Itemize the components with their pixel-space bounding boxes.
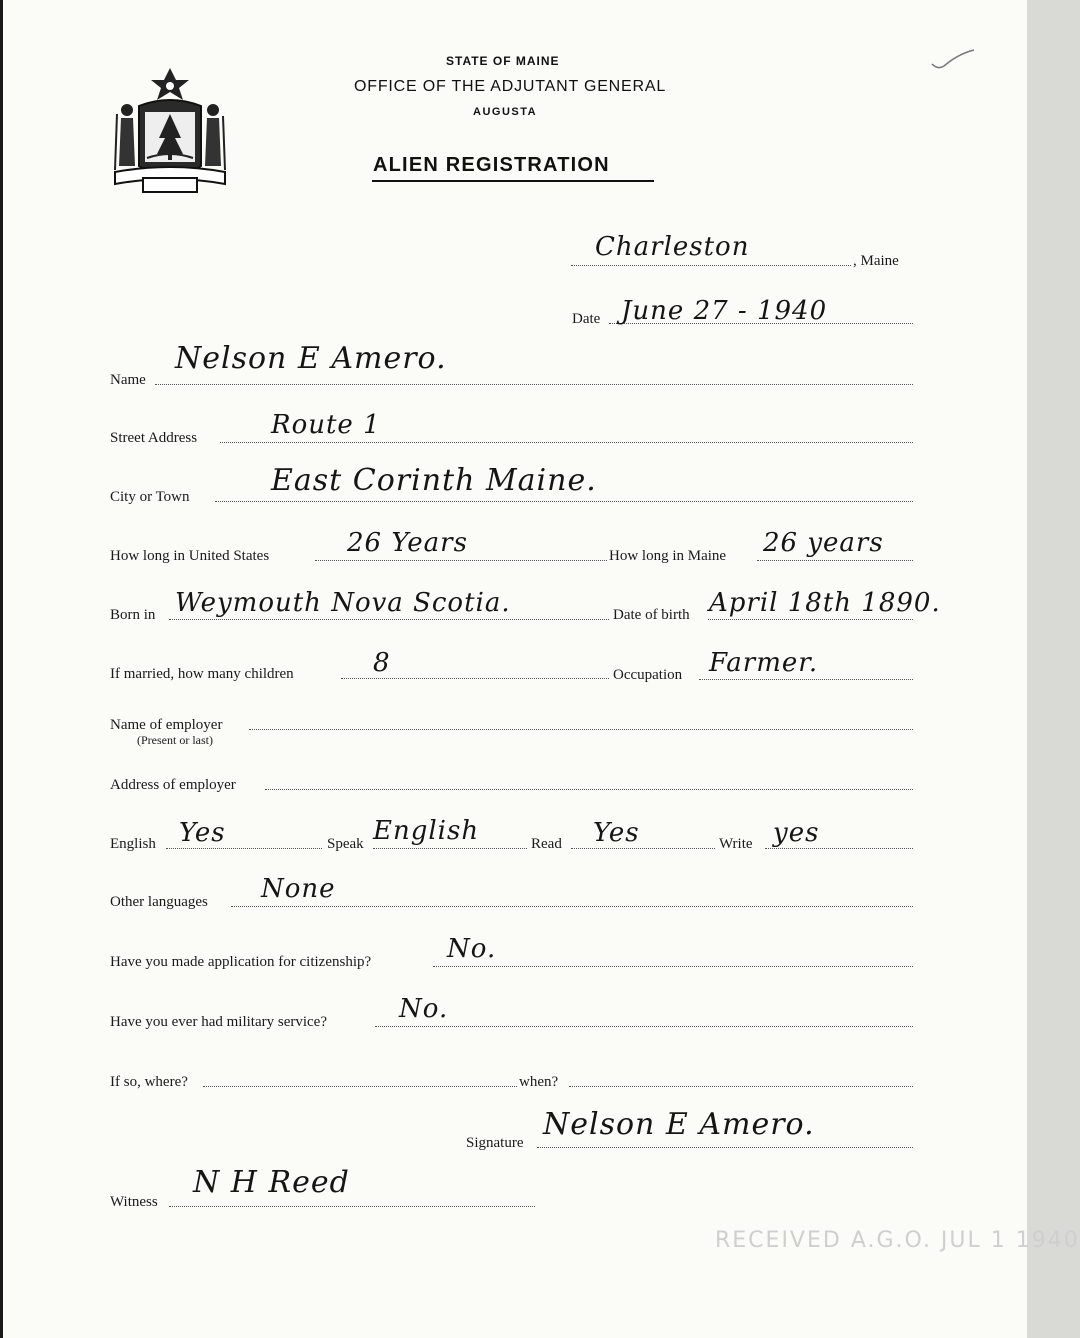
- read-value[interactable]: Yes: [593, 818, 640, 848]
- read-label: Read: [531, 836, 562, 852]
- employer-address-label: Address of employer: [110, 777, 236, 793]
- english-line: [166, 848, 322, 849]
- occupation-value[interactable]: Farmer.: [709, 648, 819, 678]
- children-line: [341, 678, 609, 679]
- received-stamp: RECEIVED A.G.O. JUL 1 1940: [715, 1228, 1080, 1253]
- witness-label: Witness: [110, 1194, 158, 1210]
- years-maine-label: How long in Maine: [609, 548, 727, 564]
- years-us-value[interactable]: 26 Years: [347, 528, 468, 558]
- english-label: English: [110, 836, 156, 852]
- employer-label: Name of employer: [110, 717, 223, 733]
- years-maine-line: [757, 560, 913, 561]
- place-suffix-label: , Maine: [853, 253, 899, 269]
- place-value[interactable]: Charleston: [595, 232, 750, 262]
- header-city: AUGUSTA: [473, 106, 538, 118]
- english-value[interactable]: Yes: [179, 818, 226, 848]
- employer-address-line: [265, 789, 913, 790]
- city-label: City or Town: [110, 489, 190, 505]
- date-value[interactable]: June 27 - 1940: [621, 296, 828, 326]
- read-line: [571, 848, 715, 849]
- date-label: Date: [572, 311, 601, 327]
- header-state: STATE OF MAINE: [446, 54, 560, 68]
- city-line: [215, 501, 913, 502]
- when-line: [569, 1086, 913, 1087]
- signature-line: [537, 1147, 913, 1148]
- form-title: ALIEN REGISTRATION: [373, 154, 610, 176]
- name-line: [155, 384, 913, 385]
- other-languages-value[interactable]: None: [261, 874, 336, 904]
- where-line: [203, 1086, 517, 1087]
- citizenship-line: [433, 966, 913, 967]
- signature-value[interactable]: Nelson E Amero.: [543, 1107, 815, 1142]
- speak-label: Speak: [327, 836, 364, 852]
- signature-label: Signature: [466, 1135, 524, 1151]
- born-in-value[interactable]: Weymouth Nova Scotia.: [175, 588, 511, 618]
- name-value[interactable]: Nelson E Amero.: [175, 341, 447, 376]
- speak-value[interactable]: English: [373, 816, 480, 846]
- witness-value[interactable]: N H Reed: [193, 1165, 350, 1200]
- employer-line: [249, 729, 913, 730]
- citizenship-label: Have you made application for citizenship?: [110, 954, 372, 970]
- state-seal-icon: [111, 66, 229, 196]
- header-office: OFFICE OF THE ADJUTANT GENERAL: [354, 78, 667, 95]
- name-label: Name: [110, 372, 146, 388]
- street-line: [220, 442, 913, 443]
- city-value[interactable]: East Corinth Maine.: [271, 463, 597, 498]
- street-label: Street Address: [110, 430, 198, 446]
- write-value[interactable]: yes: [773, 818, 820, 848]
- years-us-label: How long in United States: [110, 548, 270, 564]
- employer-sublabel: (Present or last): [137, 733, 213, 747]
- write-line: [765, 848, 913, 849]
- other-languages-line: [231, 906, 913, 907]
- where-label: If so, where?: [110, 1074, 188, 1090]
- dob-value[interactable]: April 18th 1890.: [709, 588, 941, 618]
- place-line: [571, 265, 851, 266]
- other-languages-label: Other languages: [110, 894, 208, 910]
- street-value[interactable]: Route 1: [271, 410, 381, 440]
- check-mark-icon: [928, 46, 978, 76]
- occupation-label: Occupation: [613, 667, 683, 683]
- military-value[interactable]: No.: [399, 994, 449, 1024]
- years-us-line: [315, 560, 607, 561]
- military-label: Have you ever had military service?: [110, 1014, 327, 1030]
- occupation-line: [699, 679, 913, 680]
- dob-label: Date of birth: [613, 607, 690, 623]
- citizenship-value[interactable]: No.: [447, 934, 497, 964]
- born-in-label: Born in: [110, 607, 156, 623]
- children-label: If married, how many children: [110, 666, 294, 682]
- dob-line: [708, 619, 913, 620]
- military-line: [375, 1026, 913, 1027]
- speak-line: [373, 848, 527, 849]
- witness-line: [169, 1206, 535, 1207]
- years-maine-value[interactable]: 26 years: [763, 528, 884, 558]
- title-underline: [372, 180, 654, 182]
- born-in-line: [169, 619, 609, 620]
- write-label: Write: [719, 836, 753, 852]
- children-value[interactable]: 8: [373, 648, 391, 678]
- when-label: when?: [519, 1074, 559, 1090]
